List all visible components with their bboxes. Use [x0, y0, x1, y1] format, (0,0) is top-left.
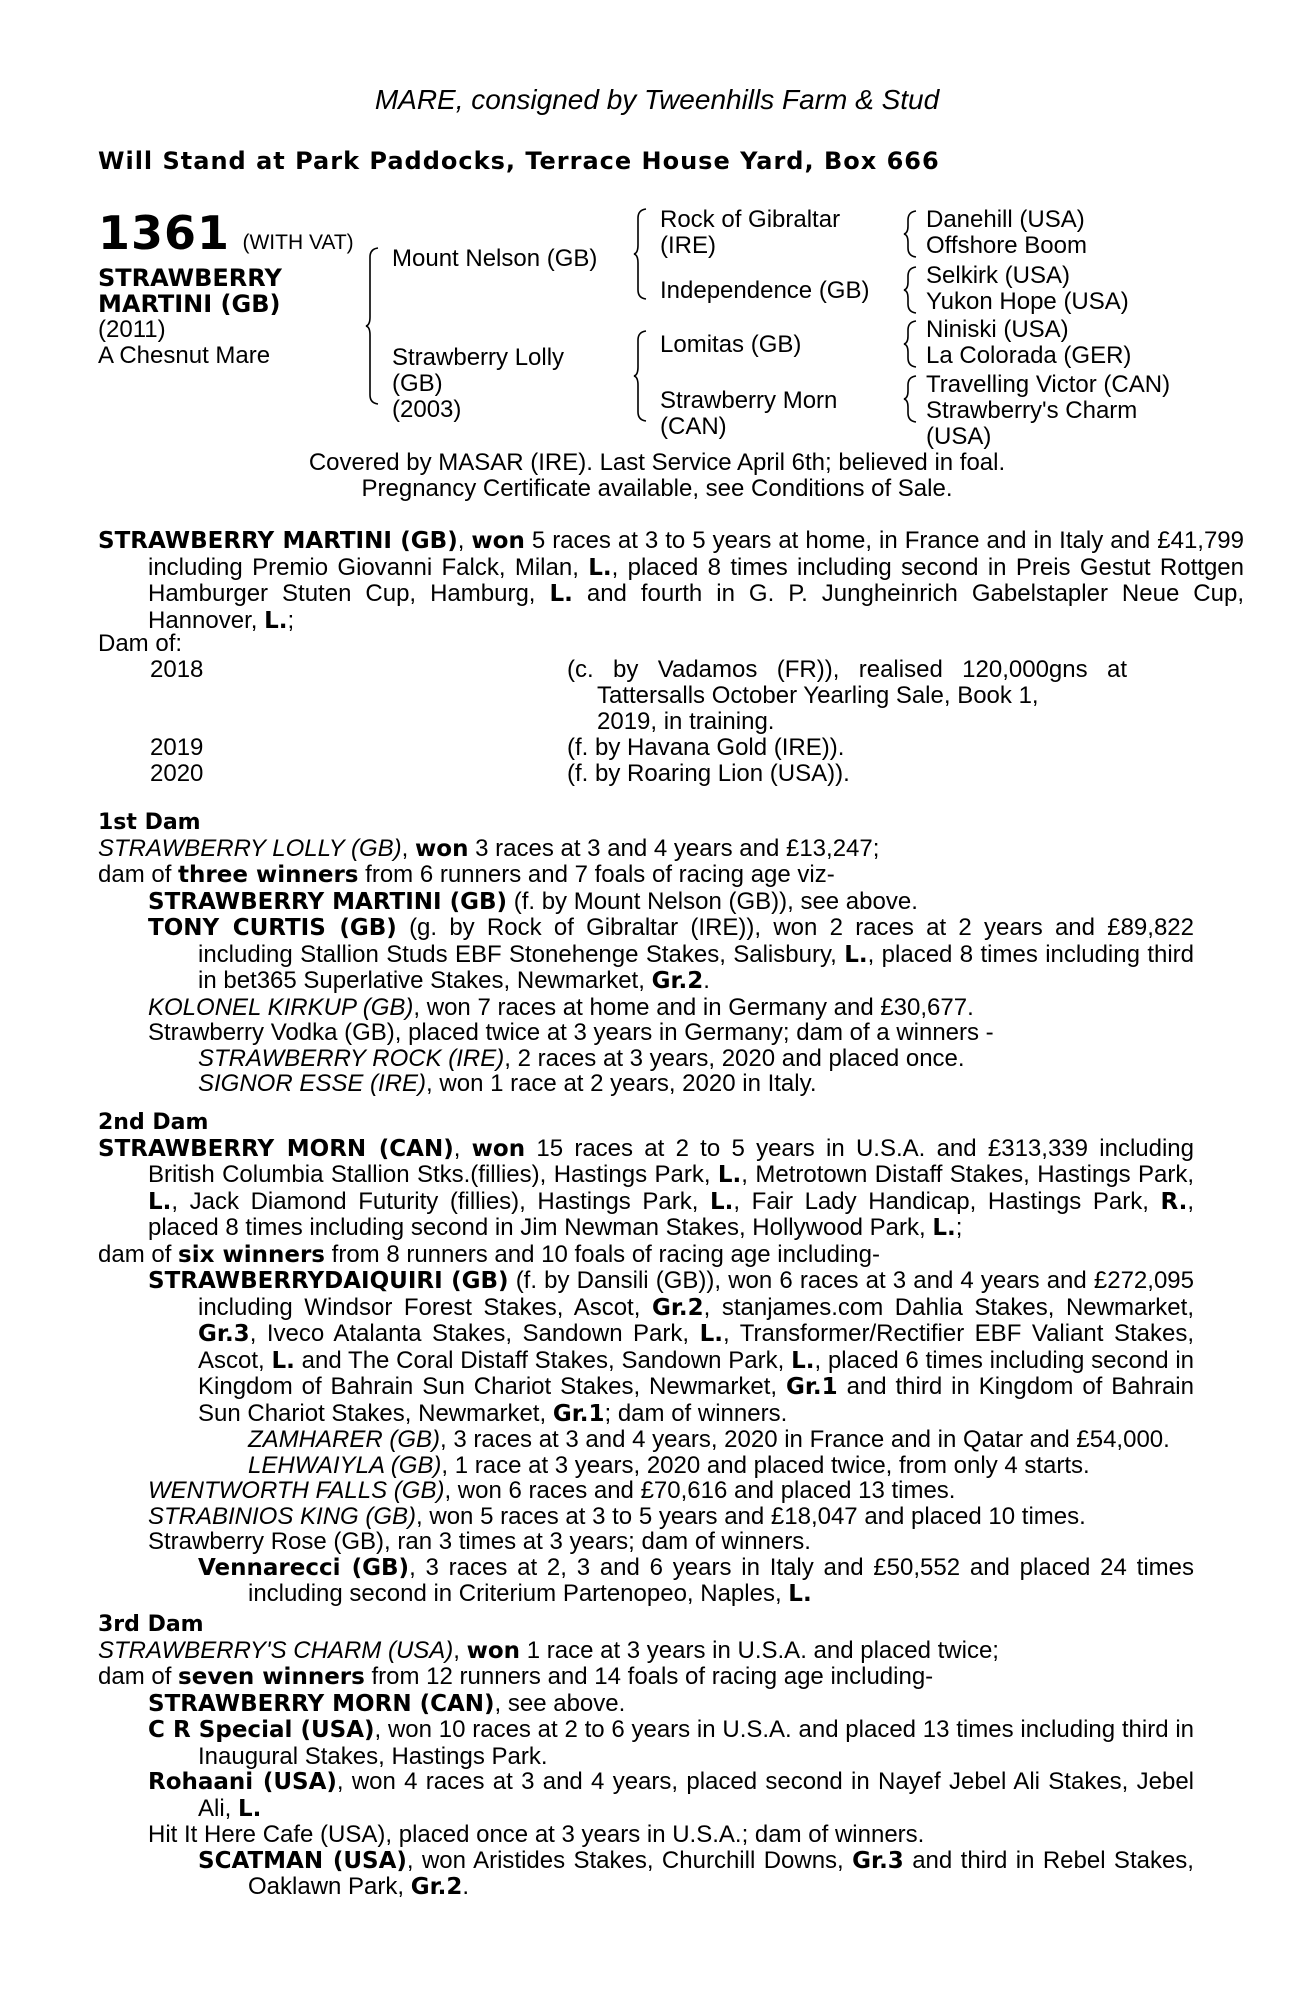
lot-number: 1361: [98, 206, 231, 260]
progeny-entry: C R Special (USA), won 10 races at 2 to 6 years in U.S.A. and placed 13 times including third in Inaugural Stakes, Hastings Park.: [148, 1716, 1194, 1770]
section-heading: 3rd Dam: [98, 1612, 204, 1637]
sire-name: Mount Nelson (GB): [392, 245, 598, 272]
pedigree-bracket-g4: [904, 375, 918, 423]
lot-name-line2: MARTINI (GB): [98, 290, 281, 318]
covering-line2: Pregnancy Certificate available, see Conditions of Sale.: [361, 475, 953, 502]
progeny-entry: LEHWAIYLA (GB), 1 race at 3 years, 2020 and placed twice, from only 4 starts.: [248, 1451, 1090, 1479]
lot-number-row: [98, 206, 354, 260]
great-grandsire-1: Danehill (USA): [926, 206, 1085, 233]
dam-line: STRAWBERRY LOLLY (GB), won 3 races at 3 and 4 years and £13,247;: [98, 834, 880, 862]
page-title: MARE, consigned by Tweenhills Farm & Stud: [374, 84, 940, 115]
mare-name: STRAWBERRY MARTINI (GB): [98, 528, 458, 554]
progeny-entry: Vennarecci (GB), 3 races at 2, 3 and 6 years in Italy and £50,552 and placed 24 times including second in Criterium Partenopeo, Naples, L.: [198, 1553, 1194, 1607]
dam-name-line2: (GB): [392, 370, 443, 397]
mare-summary: STRAWBERRY MARTINI (GB), won 5 races at 3 to 5 years at home, in France and in Italy and £41,799 including Premio Giovanni Falck, Milan, L., placed 8 times including second in Preis Gestut Rottgen Hamburger Stuten Cup, Hamburg, L. and fourth in G. P. Jungheinrich Gabelstapler Neue Cup, Hannover, L.;: [98, 527, 1245, 634]
dam-of-label: Dam of:: [98, 630, 183, 657]
dam-name-line1: Strawberry Lolly: [392, 344, 565, 371]
pedigree-bracket-g3: [904, 320, 918, 368]
grandsire-1-line2: (IRE): [660, 232, 716, 259]
listed-badge: L.: [549, 581, 573, 607]
dam-year: (2003): [392, 396, 462, 423]
listed-badge: L.: [264, 607, 288, 634]
stand-location: Will Stand at Park Paddocks, Terrace House Yard, Box 666: [98, 147, 940, 175]
progeny-entry: STRAWBERRYDAIQUIRI (GB) (f. by Dansili (GB)), won 6 races at 3 and 4 years and £272,095 including Windsor Forest Stakes, Ascot, Gr.2, stanjames.com Dahlia Stakes, Newmarket, Gr.3, Iveco Atalanta Stakes, Sandown Park, L., Transformer/Rectifier EBF Valiant Stakes, Ascot, L. and The Coral Distaff Stakes, Sandown Park, L., placed 6 times including second in Kingdom of Bahrain Sun Chariot Stakes, Newmarket, Gr.1 and third in Kingdom of Bahrain Sun Chariot Stakes, Newmarket, Gr.1; dam of winners.: [148, 1267, 1195, 1427]
great-granddam-4-line1: Strawberry's Charm: [926, 397, 1138, 424]
grandsire-2: Lomitas (GB): [660, 331, 802, 358]
dam-line: STRAWBERRY MORN (CAN), won 15 races at 2 to 5 years in U.S.A. and £313,339 including British Columbia Stallion Stks.(fillies), Hastings Park, L., Metrotown Distaff Stakes, Hastings Park, L., Jack Diamond Futurity (fillies), Hastings Park, L., Fair Lady Handicap, Hastings Park, R., placed 8 times including second in Jim Newman Stakes, Hollywood Park, L.;: [98, 1134, 1195, 1241]
dam-line: STRAWBERRY'S CHARM (USA), won 1 race at 3 years in U.S.A. and placed twice;: [98, 1636, 999, 1664]
progeny-entry: SIGNOR ESSE (IRE), won 1 race at 2 years, 2020 in Italy.: [198, 1070, 817, 1097]
progeny-entry: ZAMHARER (GB), 3 races at 3 and 4 years, 2020 in France and in Qatar and £54,000.: [248, 1426, 1170, 1453]
progeny-entry: Strawberry Rose (GB), ran 3 times at 3 years; dam of winners.: [148, 1528, 811, 1555]
granddam-1: Independence (GB): [660, 277, 870, 304]
granddam-2-line1: Strawberry Morn: [660, 387, 838, 414]
produce-year: 2018: [150, 656, 204, 683]
lot-name-line1: STRAWBERRY: [98, 264, 282, 292]
pedigree-bracket-sire-line: [634, 208, 648, 300]
progeny-entry: STRABINIOS KING (GB), won 5 races at 3 to 5 years and £18,047 and placed 10 times.: [148, 1502, 1086, 1530]
great-granddam-2: Yukon Hope (USA): [926, 288, 1129, 315]
lot-year: (2011): [98, 316, 166, 343]
progeny-entry: SCATMAN (USA), won Aristides Stakes, Churchill Downs, Gr.3 and third in Rebel Stakes, Oaklawn Park, Gr.2.: [198, 1846, 1194, 1900]
vat-label: (WITH VAT): [242, 231, 354, 254]
produce-detail: [567, 657, 1127, 683]
progeny-entry: STRAWBERRY ROCK (IRE), 2 races at 3 years, 2020 and placed once.: [198, 1044, 965, 1072]
great-granddam-1: Offshore Boom: [926, 232, 1087, 259]
produce-detail: (f. by Roaring Lion (USA)).: [567, 760, 850, 787]
produce-year: 2020: [150, 760, 204, 787]
section-heading: 1st Dam: [98, 810, 201, 835]
won-label: won: [471, 528, 525, 554]
progeny-entry: TONY CURTIS (GB) (g. by Rock of Gibraltar (IRE)), won 2 races at 2 years and £89,822 including Stallion Studs EBF Stonehenge Stakes, Salisbury, L., placed 8 times including third in bet365 Superlative Stakes, Newmarket, Gr.2.: [148, 914, 1194, 994]
dam-of-line: dam of seven winners from 12 runners and 14 foals of racing age including-: [98, 1663, 934, 1690]
granddam-2-line2: (CAN): [660, 413, 727, 440]
summary-text-4: ;: [287, 606, 295, 634]
great-granddam-4-line2: (USA): [926, 423, 992, 450]
progeny-entry: Hit It Here Cafe (USA), placed once at 3 years in U.S.A.; dam of winners.: [148, 1821, 925, 1848]
progeny-entry: STRAWBERRY MORN (CAN), see above.: [148, 1689, 626, 1717]
second-dam-section: [98, 1110, 1194, 1608]
lot-description: A Chesnut Mare: [98, 342, 271, 369]
produce-detail-line: Tattersalls October Yearling Sale, Book 1,: [597, 682, 1039, 709]
great-grandsire-4: Travelling Victor (CAN): [926, 371, 1171, 398]
progeny-entry: Strawberry Vodka (GB), placed twice at 3 years in Germany; dam of a winners -: [148, 1019, 994, 1046]
produce-detail: (f. by Havana Gold (IRE)).: [567, 734, 845, 761]
produce-detail-line: (c. by Vadamos (FR)), realised 120,000gns at: [567, 656, 1127, 683]
third-dam-section: [98, 1612, 1194, 1901]
pedigree-bracket-g1: [904, 210, 918, 258]
first-dam-section: [98, 810, 1194, 1097]
grandsire-1-line1: Rock of Gibraltar: [660, 206, 841, 233]
pedigree-bracket-dam-line: [634, 330, 648, 422]
great-grandsire-3: Niniski (USA): [926, 316, 1069, 343]
progeny-entry: WENTWORTH FALLS (GB), won 6 races and £70,616 and placed 13 times.: [148, 1477, 956, 1504]
pedigree-bracket-g2: [904, 266, 918, 314]
summary-text-2: , placed 8 times including second in Preis Gestut Rottgen Hamburger Stuten Cup, Hamburg,: [148, 553, 1244, 607]
covering-line1: Covered by MASAR (IRE). Last Service April 6th; believed in foal.: [308, 449, 1006, 476]
dam-of-line: dam of three winners from 6 runners and 7 foals of racing age viz-: [98, 861, 835, 888]
great-grandsire-2: Selkirk (USA): [926, 262, 1071, 289]
summary-text-1: 5 races at 3 to 5 years at home, in France and in Italy and £41,799 including Premio Giovanni Falck, Milan,: [148, 527, 1245, 581]
great-granddam-3: La Colorada (GER): [926, 342, 1132, 369]
produce-year: 2019: [150, 734, 204, 761]
section-heading: 2nd Dam: [98, 1110, 209, 1135]
dam-of-line: dam of six winners from 8 runners and 10 foals of racing age including-: [98, 1240, 880, 1268]
progeny-entry: Rohaani (USA), won 4 races at 3 and 4 years, placed second in Nayef Jebel Ali Stakes, Jebel Ali, L.: [148, 1768, 1194, 1822]
progeny-entry: KOLONEL KIRKUP (GB), won 7 races at home and in Germany and £30,677.: [148, 993, 974, 1021]
produce-detail-line: 2019, in training.: [597, 708, 775, 735]
progeny-entry: STRAWBERRY MARTINI (GB) (f. by Mount Nelson (GB)), see above.: [148, 887, 918, 915]
listed-badge: L.: [588, 554, 612, 581]
pedigree-bracket-sire-dam: [366, 247, 380, 405]
summary-text-3: and fourth in G. P. Jungheinrich Gabelstapler Neue Cup, Hannover,: [148, 580, 1244, 634]
